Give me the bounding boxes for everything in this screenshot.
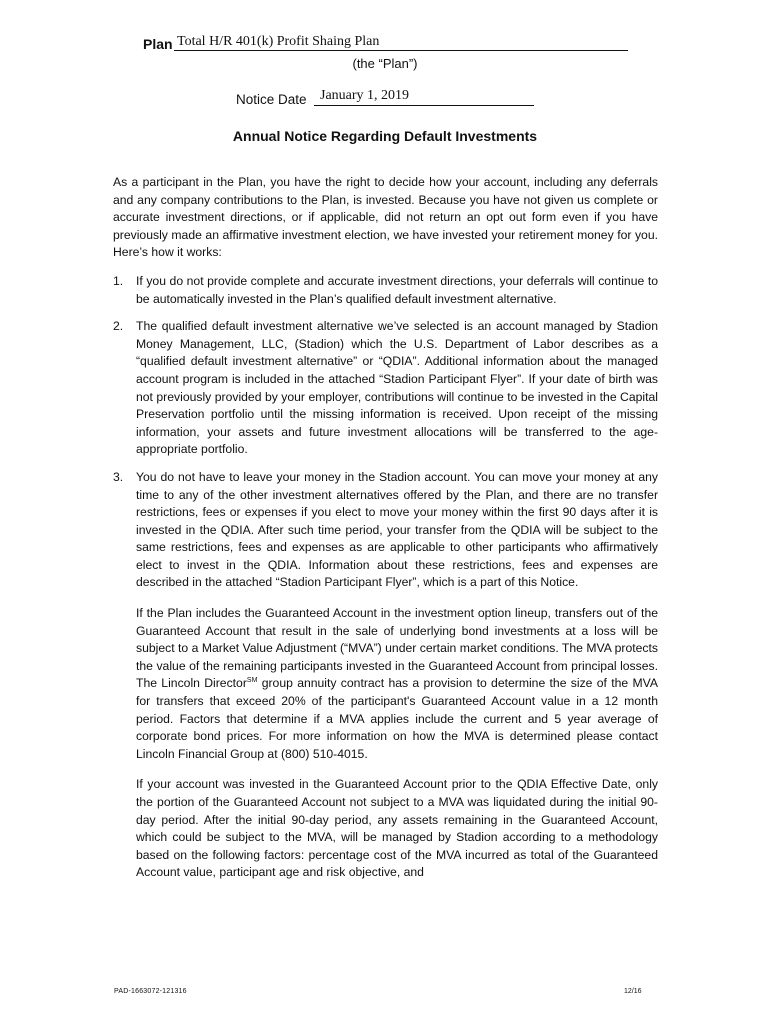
page-title: Annual Notice Regarding Default Investments <box>232 128 538 144</box>
document-code: PAD-1663072-121316 <box>114 988 187 995</box>
mva-text-part: group annuity contract has a provision to determine the size of the MVA for transfers that exceed 20% of the participant's Guaranteed Account value in a 12 month period. Factors that determine if a MVA applies include the current and 5 year average of corporate bond prices. For more information on how the MVA is determined please contact Lincoln Financial Group at (800) 510-4015. <box>136 676 658 761</box>
list-item <box>113 469 658 882</box>
mva-text-part: If the Plan includes the Guaranteed Account in the investment option lineup, transfers out of the Guaranteed Account that result in the sale of underlying bond investments at a loss will be subject to a Market Value Adjustment (“MVA”) under certain market conditions. The MVA protects the value of the remaining participants invested in the Guaranteed Account from principal losses. The Lincoln Director <box>136 606 658 691</box>
revision-date: 12/16 <box>624 988 642 995</box>
notice-date-label: Notice Date <box>236 92 307 107</box>
plan-name-field: Total H/R 401(k) Profit Shaing Plan <box>174 34 628 51</box>
list-number: 2. <box>113 319 124 334</box>
service-mark: SM <box>246 677 258 685</box>
notice-date-field: January 1, 2019 <box>314 88 534 106</box>
list-item-text: You do not have to leave your money in the Stadion account. You can move your money at any time to any of the other investment alternatives offered by the Plan, and there are no transfer restrictions, fees or expenses if you elect to move your money within the first 90 days after it is invested in the QDIA. After such time period, your transfer from the QDIA will be subject to the same restrictions, fees and expenses as are applicable to other participants who affirmatively elect to invest in the QDIA. Information about these restrictions, fees and expenses are described in the attached “Stadion Participant Flyer”, which is a part of this Notice. <box>136 469 658 590</box>
list-number: 1. <box>113 273 124 288</box>
list-number: 3. <box>113 469 124 484</box>
plan-caption: (the “Plan”) <box>352 56 418 71</box>
list-item-text: The qualified default investment alternative we’ve selected is an account managed by Stadion Money Management, LLC, (Stadion) which the U.S. Department of Labor describes as a “qualified default investment alternative” or “QDIA”. Additional information about the managed account program is included in the attached “Stadion Participant Flyer”. If your date of birth was not previously provided by your employer, contributions will continue to be invested in the Capital Preservation portfolio until the missing information is received. Upon receipt of the missing information, your assets and future investment allocations will be transferred to the age-appropriate portfolio. <box>136 319 658 457</box>
qdia-effective-date-paragraph: If your account was invested in the Guaranteed Account prior to the QDIA Effective Date, only the portion of the Guaranteed Account not subject to a MVA was liquidated during the initial 90-day period. After the initial 90-day period, any assets remaining in the Guaranteed Account, which could be subject to the MVA, will be managed by Stadion according to a methodology based on the following factors: percentage cost of the MVA incurred as total of the Guaranteed Account value, participant age and risk objective, and <box>136 777 658 880</box>
list-item <box>113 318 658 459</box>
guaranteed-account-paragraph <box>136 605 658 763</box>
intro-paragraph: As a participant in the Plan, you have the right to decide how your account, including any deferrals and any company contributions to the Plan, is invested. Because you have not given us complete or accurate investment directions, or if applicable, did not return an opt out form even if you have previously made an affirmative investment election, we have invested your retirement money for you. Here’s how it works: <box>113 175 658 260</box>
plan-label: Plan <box>143 36 173 52</box>
document-body <box>113 174 658 892</box>
list-item-text: If you do not provide complete and accurate investment directions, your deferrals will continue to be automatically invested in the Plan’s qualified default investment alternative. <box>136 273 658 306</box>
list-item <box>113 273 658 308</box>
